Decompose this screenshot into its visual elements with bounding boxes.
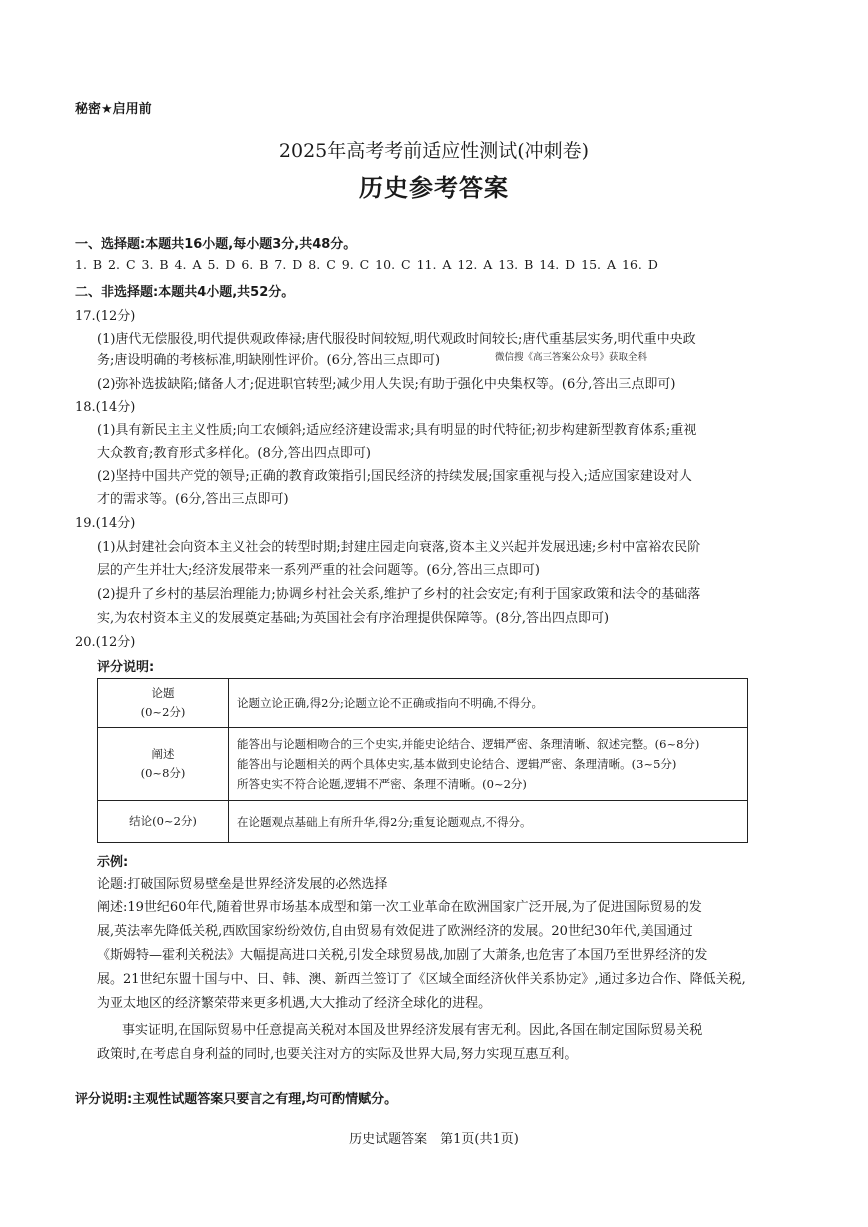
table-row: [98, 801, 748, 843]
q19-part2-line1: (2)提升了乡村的基层治理能力;协调乡村社会关系,维护了乡村的社会安定;有利于国家政策和法令的基础落: [97, 587, 701, 602]
example-conclusion-line2: 政策时,在考虑自身利益的同时,也要关注对方的实际及世界大局,努力实现互惠互利。: [97, 1047, 578, 1062]
grading-label-conclusion: [98, 801, 229, 843]
grading-label-title: 论题: [151, 686, 175, 700]
grading-label-title: 结论(0~2分): [129, 814, 197, 828]
q17-part1-line1: (1)唐代无偿服役,明代提供观政俸禄;唐代服役时间较短,明代观政时间较长;唐代重基层实务,明代重中央政: [97, 332, 696, 347]
q17-watermark-note: 微信搜《高三答案公众号》获取全科: [495, 352, 648, 363]
grading-criteria-argument: [229, 728, 748, 801]
grading-label-thesis: [98, 679, 229, 728]
example-body-line3: 《斯姆特—霍利关税法》大幅提高进口关税,引发全球贸易战,加剧了大萧条,也危害了本国乃至世界经济的发: [97, 948, 708, 963]
q17-part2: (2)弥补选拔缺陷;储备人才;促进职官转型;减少用人失误;有助于强化中央集权等。(6分,答出三点即可): [97, 377, 676, 392]
example-body-line4: 展。21世纪东盟十国与中、日、韩、澳、新西兰签订了《区域全面经济伙伴关系协定》,通过多边合作、降低关税,: [97, 972, 746, 987]
q19-number: 19.(14分): [75, 516, 136, 531]
criteria-line: 在论题观点基础上有所升华,得2分;重复论题观点,不得分。: [237, 814, 532, 829]
table-row: [98, 679, 748, 728]
criteria-line: 论题立论正确,得2分;论题立论不正确或指向不明确,不得分。: [237, 696, 543, 710]
example-body-line5: 为亚太地区的经济繁荣带来更多机遇,大大推动了经济全球化的进程。: [97, 996, 492, 1011]
q20-number: 20.(12分): [75, 635, 136, 650]
q20-grading-heading: 评分说明:: [97, 660, 155, 675]
example-heading: 示例:: [97, 855, 129, 870]
criteria-line: 所答史实不符合论题,逻辑不严密、条理不清晰。(0~2分): [237, 777, 527, 791]
q18-part2-line2: 才的需求等。(6分,答出三点即可): [97, 492, 289, 507]
q19-part1-line2: 层的产生并壮大;经济发展带来一系列严重的社会问题等。(6分,答出三点即可): [97, 563, 540, 578]
table-row: [98, 728, 748, 801]
q18-part2-line1: (2)坚持中国共产党的领导;正确的教育政策指引;国民经济的持续发展;国家重视与投入;适应国家建设对人: [97, 469, 692, 484]
q17-number: 17.(12分): [75, 309, 136, 324]
grading-table: [97, 678, 748, 843]
criteria-line: 能答出与论题相吻合的三个史实,并能史论结合、逻辑严密、条理清晰、叙述完整。(6~8分): [237, 737, 700, 751]
q17-part1-line2: 务;唐设明确的考核标准,明缺刚性评价。(6分,答出三点即可): [97, 353, 441, 368]
grading-label-score: (0~2分): [140, 705, 186, 719]
secret-mark: 秘密★启用前: [75, 102, 152, 117]
choice-section-heading: 一、选择题:本题共16小题,每小题3分,共48分。: [75, 237, 357, 252]
example-body-line1: 阐述:19世纪60年代,随着世界市场基本成型和第一次工业革命在欧洲国家广泛开展,为了促进国际贸易的发: [97, 900, 702, 915]
exam-title: 2025年高考考前适应性测试(冲刺卷): [278, 140, 590, 162]
example-conclusion-line1: 事实证明,在国际贸易中任意提高关税对本国及世界经济发展有害无利。因此,各国在制定国际贸易关税: [122, 1023, 703, 1038]
grading-label-argument: [98, 728, 229, 801]
q18-part1-line1: (1)具有新民主主义性质;向工农倾斜;适应经济建设需求;具有明显的时代特征;初步构建新型教育体系;重视: [97, 423, 697, 438]
grading-criteria-conclusion: [229, 801, 748, 843]
document-title: 历史参考答案: [359, 173, 509, 202]
q18-number: 18.(14分): [75, 400, 136, 415]
nonchoice-section-heading: 二、非选择题:本题共4小题,共52分。: [75, 285, 295, 300]
example-thesis: 论题:打破国际贸易壁垒是世界经济发展的必然选择: [97, 877, 388, 892]
q19-part1-line1: (1)从封建社会向资本主义社会的转型时期;封建庄园走向衰落,资本主义兴起并发展迅速;乡村中富裕农民阶: [97, 540, 701, 555]
choice-answers: 1. B 2. C 3. B 4. A 5. D 6. B 7. D 8. C 9. C 10. C 11. A 12. A 13. B 14. D 15. A 16. D: [75, 257, 658, 272]
grading-criteria-thesis: [229, 679, 748, 728]
scoring-note: 评分说明:主观性试题答案只要言之有理,均可酌情赋分。: [75, 1092, 398, 1107]
page-footer: 历史试题答案 第1页(共1页): [349, 1132, 519, 1147]
q19-part2-line2: 实,为农村资本主义的发展奠定基础;为英国社会有序治理提供保障等。(8分,答出四点即可): [97, 611, 610, 626]
criteria-line: 能答出与论题相关的两个具体史实,基本做到史论结合、逻辑严密、条理清晰。(3~5分): [237, 757, 677, 771]
q18-part1-line2: 大众教育;教育形式多样化。(8分,答出四点即可): [97, 446, 371, 461]
example-body-line2: 展,英法率先降低关税,西欧国家纷纷效仿,自由贸易有效促进了欧洲经济的发展。20世纪30年代,美国通过: [97, 924, 693, 939]
grading-label-score: (0~8分): [140, 766, 186, 780]
grading-label-title: 阐述: [151, 747, 175, 761]
